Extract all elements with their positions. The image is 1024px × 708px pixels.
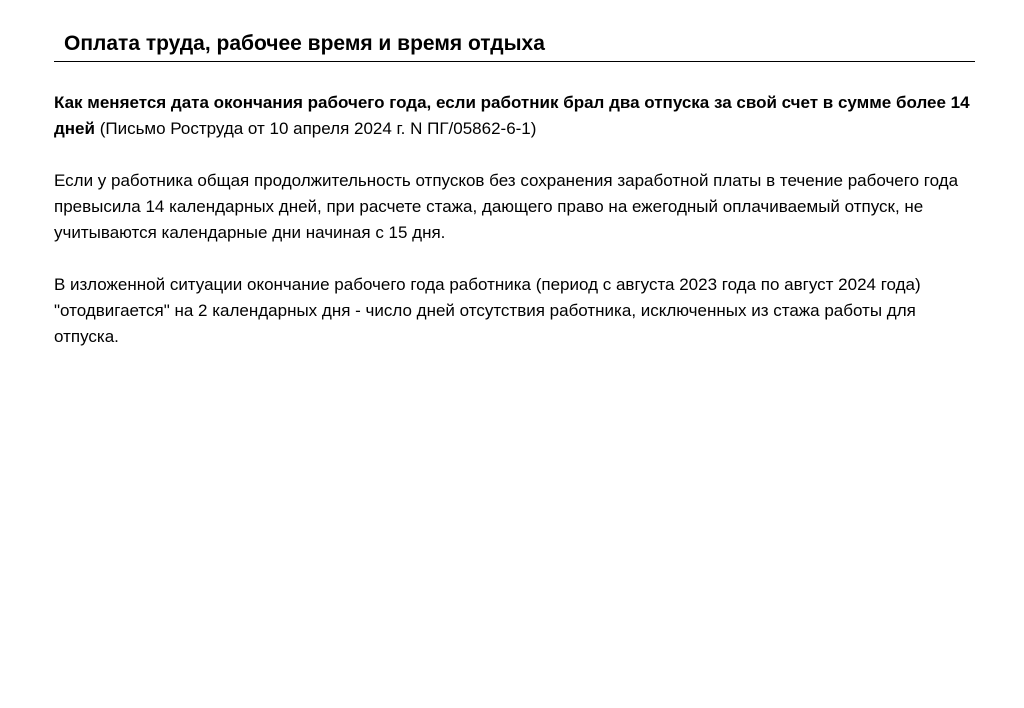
headline-source-text: (Письмо Роструда от 10 апреля 2024 г. N ПГ/05862-6-1) [94,119,537,138]
article-paragraph-2: В изложенной ситуации окончание рабочего года работника (период с августа 2023 года по август 2024 года) "отодвигается" на 2 календарных дня - число дней отсутствия работника, исключенных из стажа работы для отпуска. [54,275,921,346]
article-body [54,90,984,376]
article-paragraph-1: Если у работника общая продолжительность отпусков без сохранения заработной платы в течение рабочего года превысила 14 календарных дней, при расчете стажа, дающего право на ежегодный оплачиваемый отпуск, не учитываются календарные дни начиная с 15 дня. [54,171,959,242]
title-divider [54,61,975,62]
headline-bold-text: Как меняется дата окончания рабочего года, если работник брал два отпуска за свой счет в сумме более 14 дней [54,93,970,138]
page-title: Оплата труда, рабочее время и время отдыха [64,32,545,55]
article-headline [54,90,984,142]
